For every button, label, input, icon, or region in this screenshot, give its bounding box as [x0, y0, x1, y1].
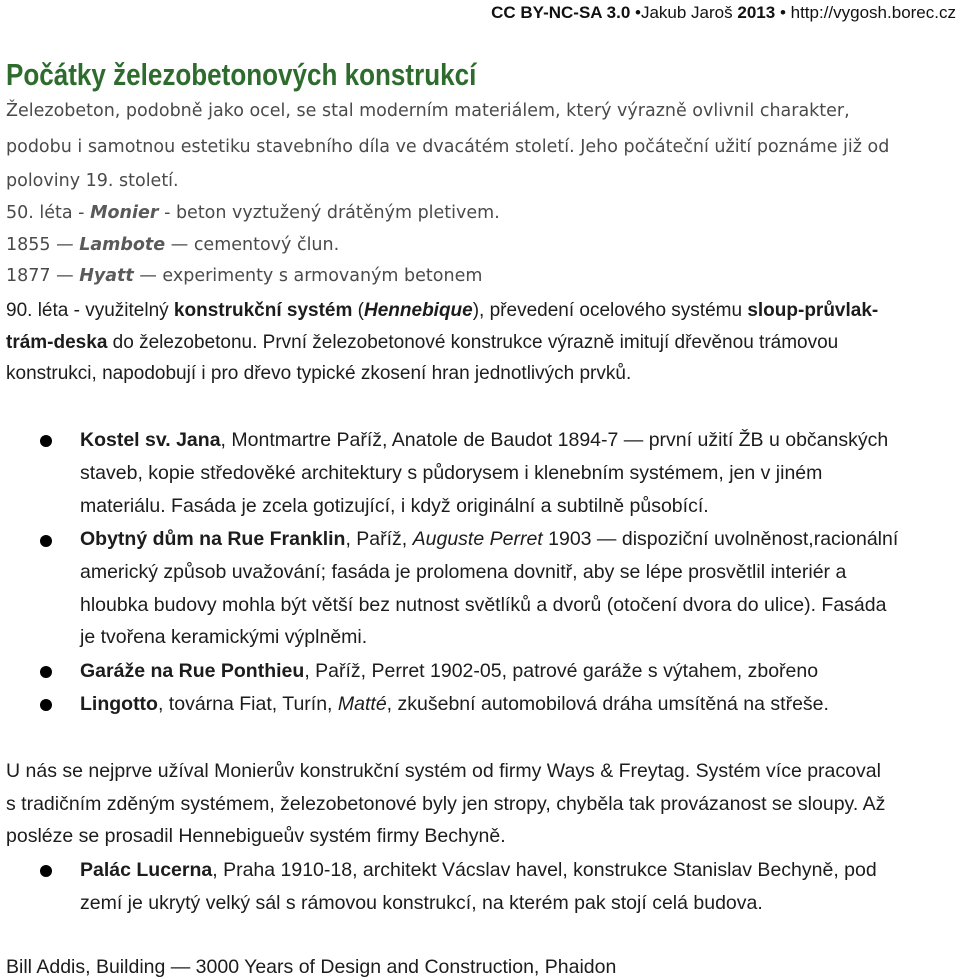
para2-line-1: U nás se nejprve užíval Monierův konstrukční systém od firmy Ways & Freytag. Systém více pracoval [6, 760, 881, 782]
kostel-line-2: staveb, kopie středověké architektury s půdorysem i klenebním systémem, jen v jiném [80, 462, 823, 484]
text: 1903 — dispoziční uvolněnost,racionální [542, 528, 899, 550]
bullet-icon [40, 865, 52, 877]
intro-line-1: Železobeton, podobně jako ocel, se stal moderním materiálem, který výrazně ovlivnil charakter, [6, 101, 850, 121]
lucerna-line-1 [80, 861, 877, 881]
text-bold: Obytný dům na Rue Franklin [80, 528, 346, 550]
kostel-line-1 [80, 431, 888, 451]
text-bold: trám-deska [6, 332, 108, 353]
text-italic: Auguste Perret [412, 528, 543, 550]
text: , Paříž, [345, 528, 413, 550]
text: , Praha 1910-18, architekt Vácslav havel, konstrukce Stanislav Bechyně, pod [212, 859, 877, 881]
p90-line-2 [6, 333, 838, 352]
text: ), převedení ocelového systému [472, 300, 748, 321]
timeline-date: 50. léta - [6, 203, 85, 223]
timeline-hyatt [6, 268, 482, 286]
timeline-lambote [6, 237, 339, 255]
bullet-sep: • [635, 3, 641, 22]
lingotto-line [80, 695, 829, 715]
bullet-sep: • [779, 3, 786, 22]
text-italic: Matté [337, 693, 387, 715]
obytny-line-2: americký způsob uvažování; fasáda je prolomena dovnitř, aby se lépe prosvětlil interiér a [80, 561, 847, 583]
obytny-line-4: je tvořena keramickými výplněmi. [80, 626, 368, 648]
obytny-line-1 [80, 530, 898, 550]
text: do železobetonu. První železobetonové konstrukce výrazně imitují dřevěnou trámovou [107, 332, 839, 353]
text: , Montmartre Paříž, Anatole de Baudot 1894-7 — první užití ŽB u občanských [220, 429, 889, 451]
lucerna-line-2: zemí je ukrytý velký sál s rámovou konstrukcí, na kterém pak stojí celá budova. [80, 892, 763, 914]
kostel-line-3: materiálu. Fasáda je zcela gotizující, i když originální a subtilně působící. [80, 495, 709, 517]
text: , továrna Fiat, Turín, [157, 693, 338, 715]
garaze-line [80, 662, 818, 682]
text: ( [352, 300, 364, 321]
bullet-icon [40, 699, 52, 711]
text: 90. léta - využitelný [6, 300, 174, 321]
site-url: http://vygosh.borec.cz [790, 3, 956, 22]
author: Jakub Jaroš [640, 3, 733, 22]
timeline-date: 1855 — [6, 235, 74, 255]
text-bold: Garáže na Rue Ponthieu [80, 660, 305, 682]
timeline-person: Lambote [79, 235, 166, 255]
obytny-line-3: hloubka budovy mohla být větší bez nutnost světlíků a dvorů (otočení dvora do ulice). Fasáda [80, 594, 887, 616]
source-citation: Bill Addis, Building — 3000 Years of Design and Construction, Phaidon [6, 956, 617, 978]
timeline-person: Hyatt [79, 266, 134, 286]
p90-line-3: konstrukci, napodobují i pro dřevo typické zkosení hran jednotlivých prvků. [6, 363, 632, 384]
text: , zkušební automobilová dráha umsítěná na střeše. [386, 693, 829, 715]
timeline-monier [6, 205, 500, 223]
para2-line-3: posléze se prosadil Hennebigueův systém firmy Bechyně. [6, 825, 506, 847]
text: , Paříž, Perret 1902-05, patrové garáže s výtahem, zbořeno [304, 660, 819, 682]
bullet-icon [40, 435, 52, 447]
timeline-desc: — experimenty s armovaným betonem [139, 266, 483, 286]
license-header [491, 3, 956, 23]
text-bold-italic: Hennebique [364, 300, 473, 321]
bullet-icon [40, 666, 52, 678]
text-bold: Palác Lucerna [80, 859, 213, 881]
p90-line-1 [6, 301, 878, 320]
page-title: Počátky železobetonových konstrukcí [6, 57, 477, 92]
timeline-desc: - beton vyztužený drátěným pletivem. [164, 203, 500, 223]
intro-line-2: podobu i samotnou estetiku stavebního díla ve dvacátém století. Jeho počáteční užití poznáme již od [6, 137, 890, 157]
text-bold: konstrukční systém [173, 300, 353, 321]
year: 2013 [737, 3, 776, 22]
license-text: CC BY-NC-SA 3.0 [491, 3, 631, 22]
intro-line-3: poloviny 19. století. [6, 171, 179, 191]
timeline-date: 1877 — [6, 266, 74, 286]
timeline-desc: — cementový člun. [170, 235, 340, 255]
text-bold: Lingotto [80, 693, 158, 715]
timeline-person: Monier [90, 203, 159, 223]
para2-line-2: s tradičním zděným systémem, železobetonové byly jen stropy, chyběla tak provázanost se sloupy. Až [6, 793, 886, 815]
text-bold: sloup-průvlak- [747, 300, 879, 321]
bullet-icon [40, 535, 52, 547]
text-bold: Kostel sv. Jana [80, 429, 221, 451]
